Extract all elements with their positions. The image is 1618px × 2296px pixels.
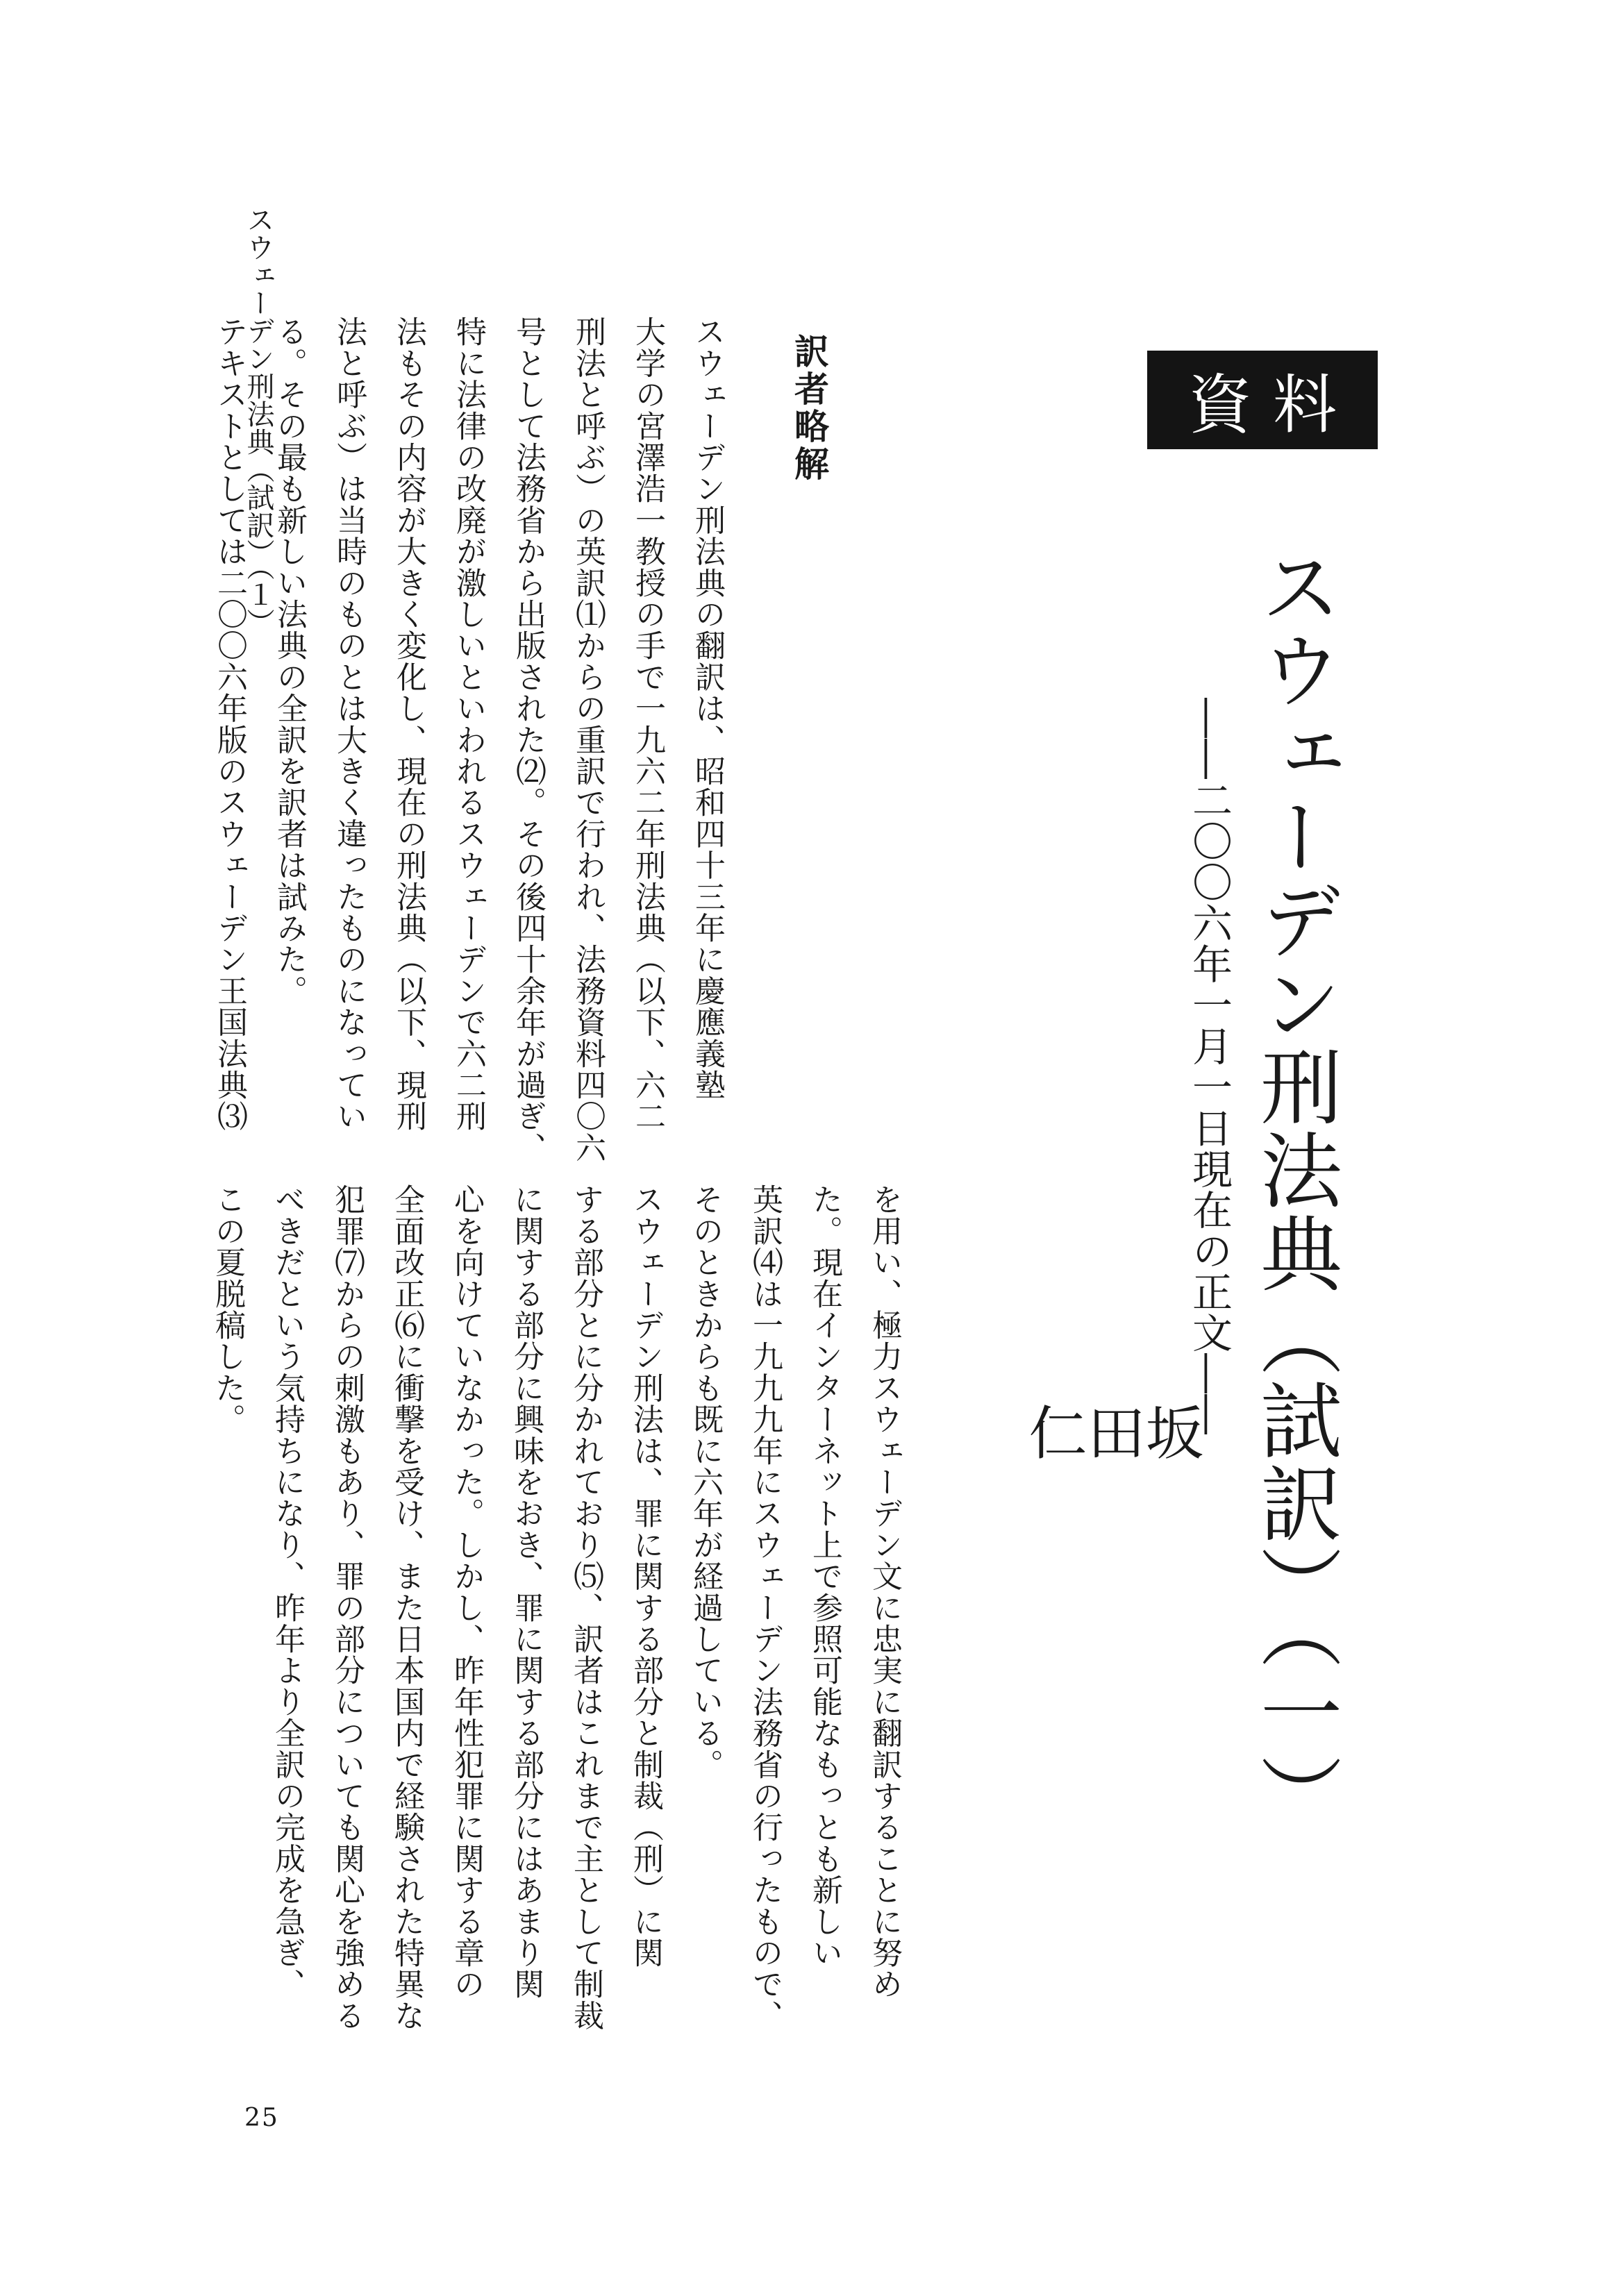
text-column: スウェーデン刑法典の翻訳は、昭和四十三年に慶應義塾 (690, 316, 725, 1100)
text-column: 刑法と呼ぶ）の英訳⑴からの重訳で行われ、法務資料四〇六 (570, 316, 606, 1164)
text-column: に関する部分に興味をおき、罪に関する部分にはあまり関 (508, 1184, 544, 2000)
article-title: スウェーデン刑法典（試訳）（一） (1246, 545, 1342, 1837)
text-column: 法もその内容が大きく変化し、現在の刑法典（以下、現刑 (391, 316, 426, 1132)
text-column: 全面改正⑹に衝撃を受け、また日本国内で経験された特異な (389, 1184, 424, 2031)
body-text-lower (210, 1184, 902, 2218)
text-column: 心を向けていなかった。しかし、昨年性犯罪に関する章の (449, 1184, 484, 2000)
section-heading: 訳者略解 (789, 333, 830, 483)
text-column: た。現在インターネット上で参照可能なもっとも新しい (807, 1184, 842, 1968)
text-column: る。その最も新しい法典の全訳を訳者は試みた。 (272, 316, 307, 1007)
author-char: 坂 (1136, 1402, 1204, 1461)
text-column: 法と呼ぶ）は当時のものとは大きく違ったものになってい (331, 316, 367, 1132)
body-text-upper (212, 316, 725, 1274)
text-column: そのときからも既に六年が経過している。 (687, 1184, 723, 1780)
text-column: 犯罪⑺からの刺激もあり、罪の部分についても関心を強める (329, 1184, 365, 2031)
text-column: する部分とに分かれており⑸、訳者はこれまで主として制裁 (568, 1184, 603, 2031)
author-char: 田 (1078, 1402, 1146, 1461)
text-column: 特に法律の改廃が激しいといわれるスウェーデンで六二刑 (451, 316, 486, 1132)
running-head: スウェーデン刑法典（試訳）（１） (242, 206, 274, 636)
text-column: 英訳⑷は一九九九年にスウェーデン法務省の行ったもので、 (747, 1184, 783, 2031)
page-number: 25 (244, 2104, 279, 2132)
text-column: べきだという気持ちになり、昨年より全訳の完成を急ぎ、 (269, 1184, 305, 2000)
text-column: スウェーデン刑法は、罪に関する部分と制裁（刑）に関 (628, 1184, 663, 1968)
author-name (1019, 1402, 1204, 2000)
text-column: 号として法務省から出版された⑵。その後四十余年が過ぎ、 (510, 316, 546, 1164)
section-badge: 資料 (1147, 351, 1378, 449)
text-column: テキストとしては二〇〇六年版のスウェーデン王国法典⑶ (212, 316, 247, 1132)
author-char: 仁 (1019, 1402, 1087, 1461)
text-column: 大学の宮澤浩一教授の手で一九六二年刑法典（以下、六二 (630, 316, 665, 1132)
article-subtitle: ――二〇〇六年一月一日現在の正文―― (1185, 698, 1233, 1435)
text-column: この夏脱稿した。 (210, 1184, 245, 1435)
text-column: を用い、極力スウェーデン文に忠実に翻訳することに努め (867, 1184, 902, 2000)
